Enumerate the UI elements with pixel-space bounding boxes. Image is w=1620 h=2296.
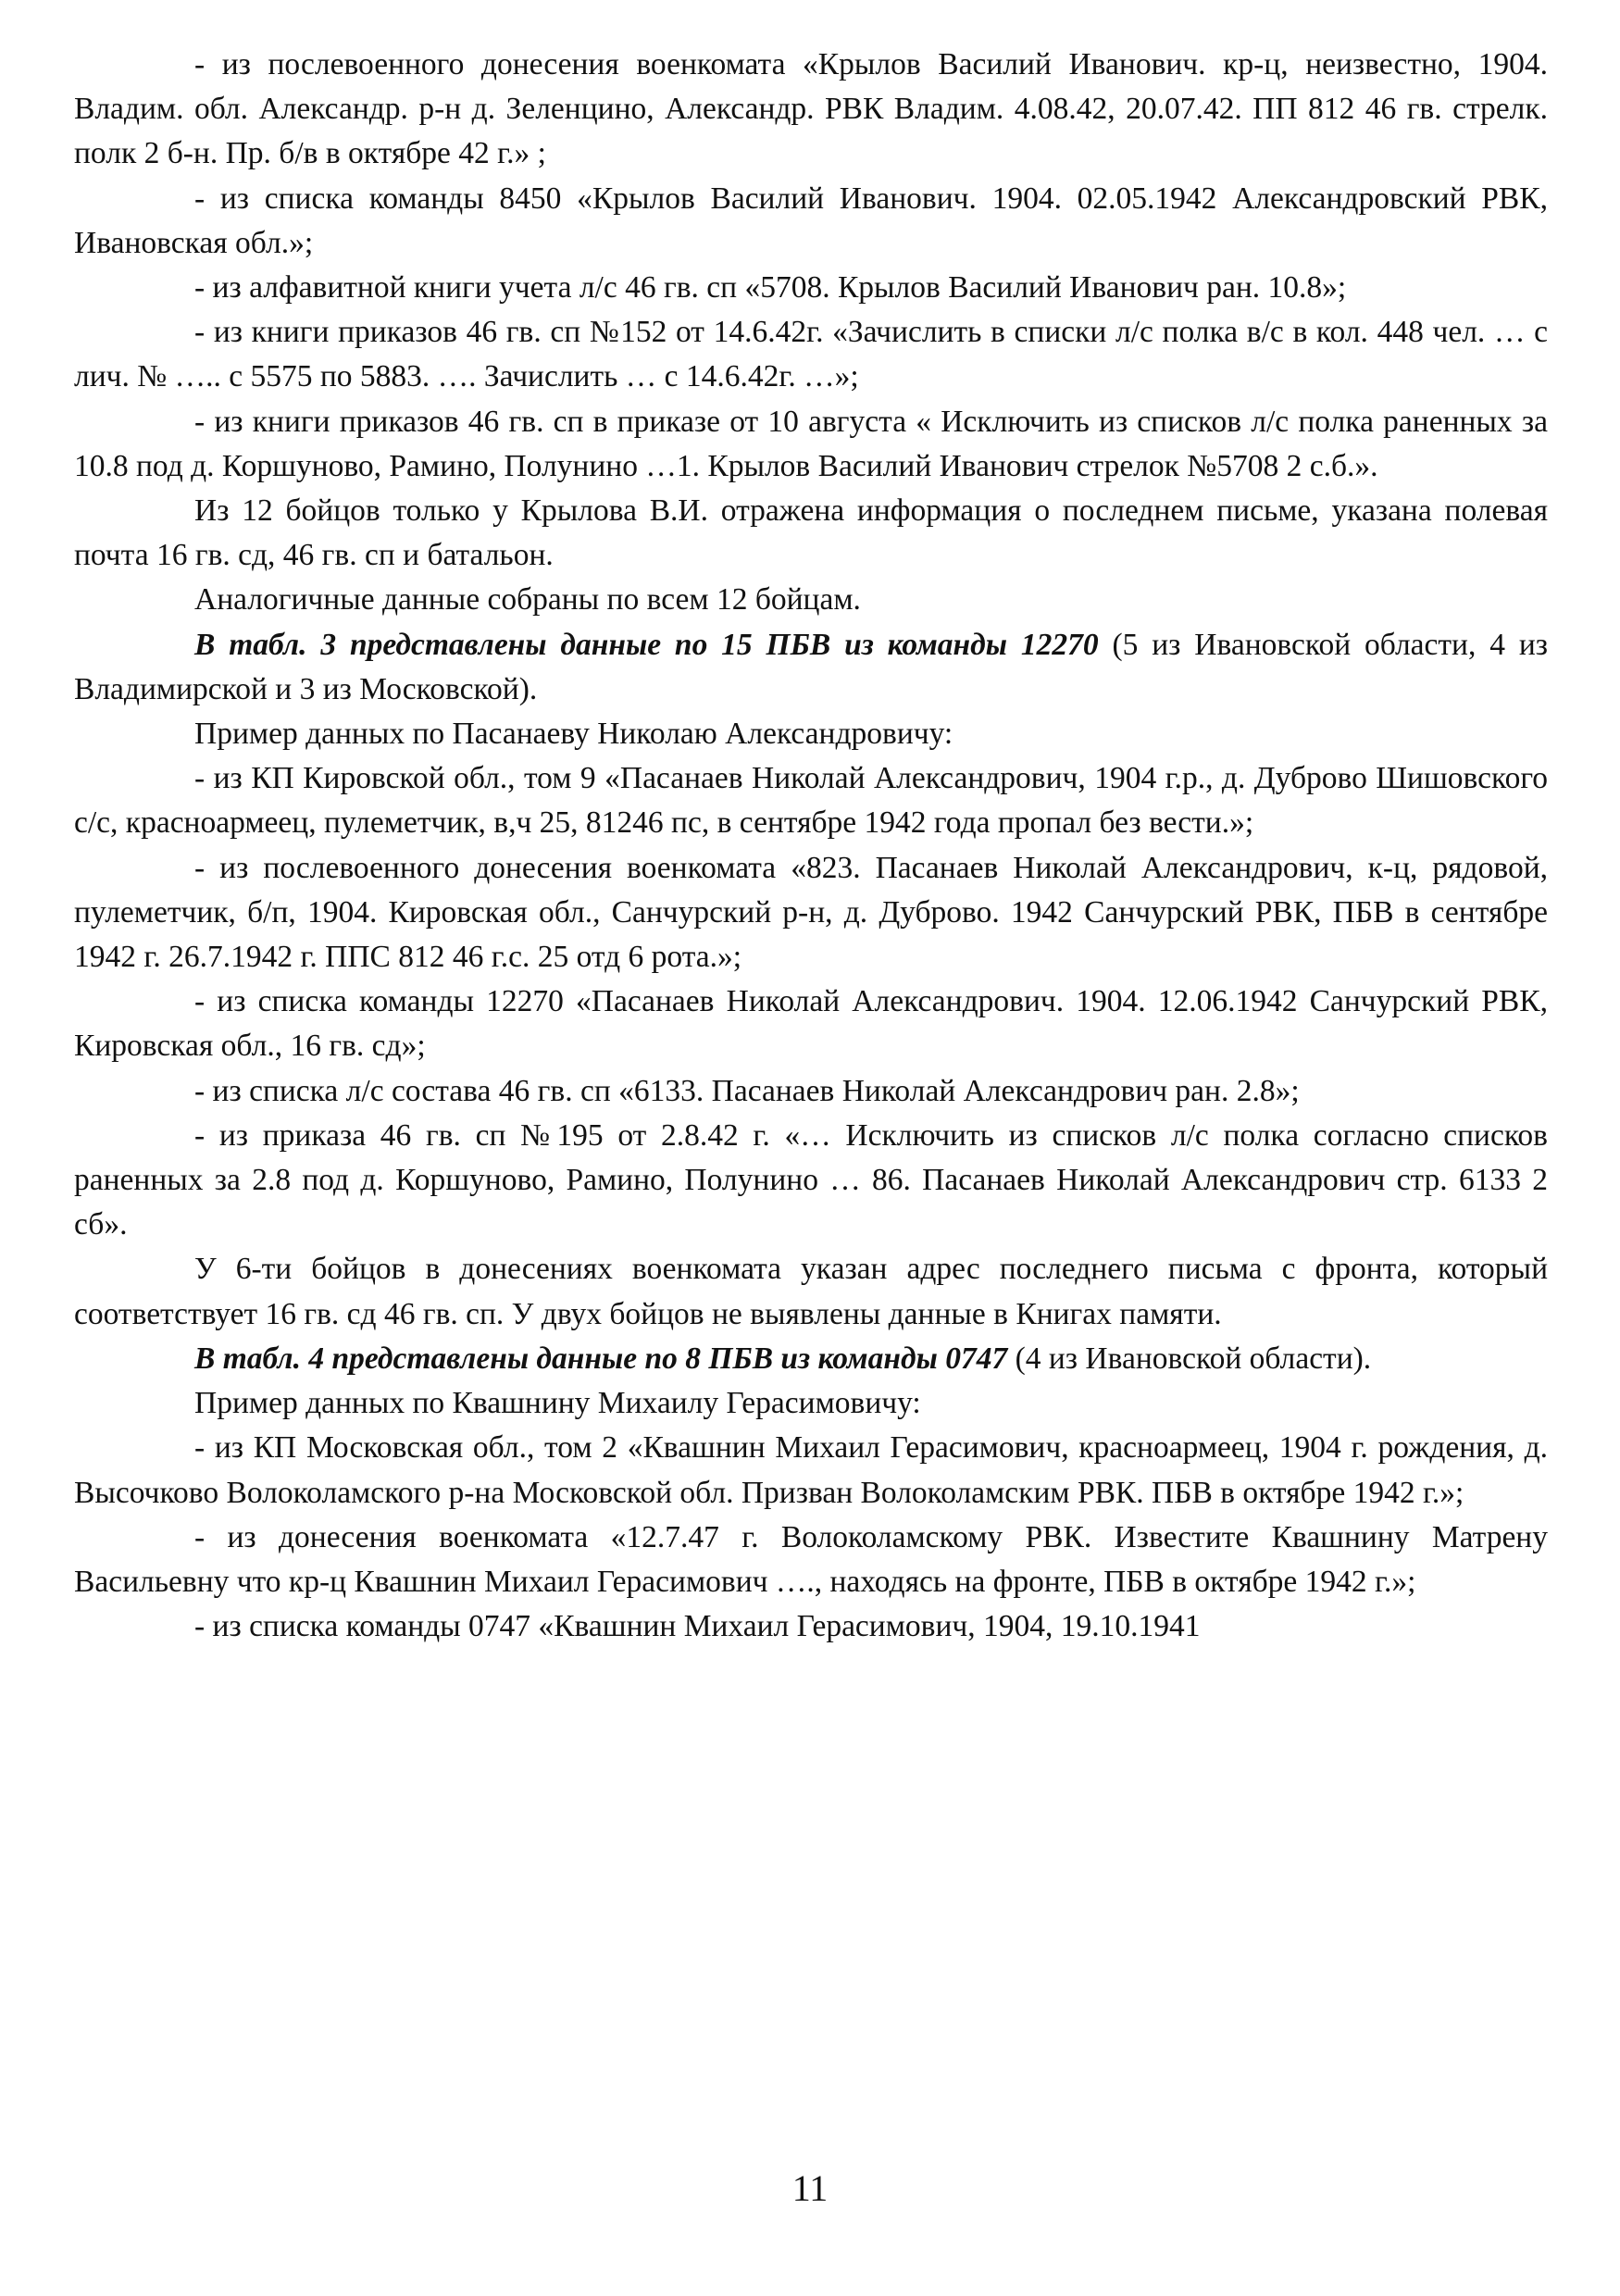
paragraph-kvashnin-report	[74, 1516, 1548, 1604]
paragraph-text: (4 из Ивановской области).	[1007, 1341, 1372, 1376]
paragraph-text: Аналогичные данные собраны по всем 12 бойцам.	[194, 582, 861, 618]
paragraph-text: - из КП Московская обл., том 2 «Квашнин Михаил Герасимович, красноармеец, 1904 г. рождения, д. Высочково Волоколамского р-на Московской обл. Призван Волоколамским РВК. ПБВ в октябре 1942 г.»;	[74, 1430, 1548, 1510]
paragraph-table-4-intro	[74, 1337, 1548, 1381]
paragraph-kvashnin-example	[74, 1381, 1548, 1426]
paragraph-text: Пример данных по Квашнину Михаилу Герасимовичу:	[194, 1386, 921, 1421]
paragraph-pasanaev-postwar-report	[74, 846, 1548, 980]
page-number: 11	[791, 2167, 829, 2209]
page-body	[74, 43, 1548, 1649]
paragraph-six-soldiers-summary	[74, 1247, 1548, 1336]
paragraph-text: - из книги приказов 46 гв. сп №152 от 14.6.42г. «Зачислить в списки л/с полка в/с в кол. 448 чел. … с лич. № ….. с 5575 по 5883. …. Зачислить … с 14.6.42г. …»;	[74, 315, 1548, 394]
paragraph-text: - из списка команды 0747 «Квашнин Михаил Герасимович, 1904, 19.10.1941	[194, 1609, 1201, 1644]
paragraph-text: У 6-ти бойцов в донесениях военкомата указан адрес последнего письма с фронта, который соответствует 16 гв. сд 46 гв. сп. У двух бойцов не выявлены данные в Книгах памяти.	[74, 1252, 1548, 1331]
paragraph-lead-emphasis: В табл. 3 представлены данные по 15 ПБВ из команды 12270	[194, 627, 1099, 662]
paragraph-text: - из списка команды 8450 «Крылов Василий Иванович. 1904. 02.05.1942 Александровский РВК, Ивановская обл.»;	[74, 181, 1548, 260]
paragraph-text: - из приказа 46 гв. сп №195 от 2.8.42 г. «… Исключить из списков л/с полка согласно списков раненных за 2.8 под д. Коршуново, Рамино, Полунино … 86. Пасанаев Николай Александрович стр. 6133 2 сб».	[74, 1117, 1548, 1242]
paragraph-krylov-order-152	[74, 310, 1548, 399]
paragraph-pasanaev-example	[74, 712, 1548, 756]
paragraph-pasanaev-kp	[74, 756, 1548, 845]
paragraph-text: Из 12 бойцов только у Крылова В.И. отражена информация о последнем письме, указана полевая почта 16 гв. сд, 46 гв. сп и батальон.	[74, 493, 1548, 573]
paragraph-text: Пример данных по Пасанаеву Николаю Александровичу:	[194, 717, 953, 752]
paragraph-text: - из алфавитной книги учета л/с 46 гв. сп «5708. Крылов Василий Иванович ран. 10.8»;	[194, 270, 1347, 306]
paragraph-text: - из донесения военкомата «12.7.47 г. Волоколамскому РВК. Известите Квашнину Матрену Васильевну что кр-ц Квашнин Михаил Герасимович …., находясь на фронте, ПБВ в октябре 1942 г.»;	[74, 1519, 1548, 1599]
paragraph-text: - из послевоенного донесения военкомата «Крылов Василий Иванович. кр-ц, неизвестно, 1904. Владим. обл. Александр. р-н д. Зеленцино, Александр. РВК Владим. 4.08.42, 20.07.42. ПП 812 46 гв. стрелк. полк 2 б-н. Пр. б/в в октябре 42 г.» ;	[74, 47, 1548, 171]
paragraph-table-3-intro	[74, 623, 1548, 712]
paragraph-krylov-order-august	[74, 400, 1548, 489]
paragraph-text: - из книги приказов 46 гв. сп в приказе от 10 августа « Исключить из списков л/с полка раненных за 10.8 под д. Коршуново, Рамино, Полунино …1. Крылов Василий Иванович стрелок №5708 2 с.б.».	[74, 404, 1548, 483]
paragraph-text: - из КП Кировской обл., том 9 «Пасанаев Николай Александрович, 1904 г.р., д. Дуброво Шишовского с/с, красноармеец, пулеметчик, в,ч 25, 81246 пс, в сентябре 1942 года пропал без вести.»;	[74, 761, 1548, 841]
paragraph-text: - из послевоенного донесения военкомата «823. Пасанаев Николай Александрович, к-ц, рядовой, пулеметчик, б/п, 1904. Кировская обл., Санчурский р-н, д. Дуброво. 1942 Санчурский РВК, ПБВ в сентябре 1942 г. 26.7.1942 г. ППС 812 46 г.с. 25 отд 6 рота.»;	[74, 850, 1548, 975]
paragraph-similar-data	[74, 578, 1548, 622]
paragraph-text: - из списка л/с состава 46 гв. сп «6133. Пасанаев Николай Александрович ран. 2.8»;	[194, 1073, 1300, 1108]
paragraph-lead-emphasis: В табл. 4 представлены данные по 8 ПБВ из команды 0747	[194, 1341, 1008, 1376]
paragraph-pasanaev-personnel-list	[74, 1069, 1548, 1114]
paragraph-krylov-team-list	[74, 177, 1548, 266]
paragraph-krylov-summary	[74, 489, 1548, 578]
paragraph-text: (5 из Ивановской области, 4 из Владимирской и 3 из Московской).	[74, 627, 1548, 706]
paragraph-krylov-postwar-report	[74, 43, 1548, 177]
paragraph-pasanaev-order-195	[74, 1114, 1548, 1248]
paragraph-kvashnin-team-list	[74, 1604, 1548, 1649]
paragraph-kvashnin-kp	[74, 1426, 1548, 1515]
paragraph-pasanaev-team-list	[74, 980, 1548, 1068]
paragraph-krylov-alphabet-book	[74, 266, 1548, 310]
paragraph-text: - из списка команды 12270 «Пасанаев Николай Александрович. 1904. 12.06.1942 Санчурский РВК, Кировская обл., 16 гв. сд»;	[74, 984, 1548, 1064]
